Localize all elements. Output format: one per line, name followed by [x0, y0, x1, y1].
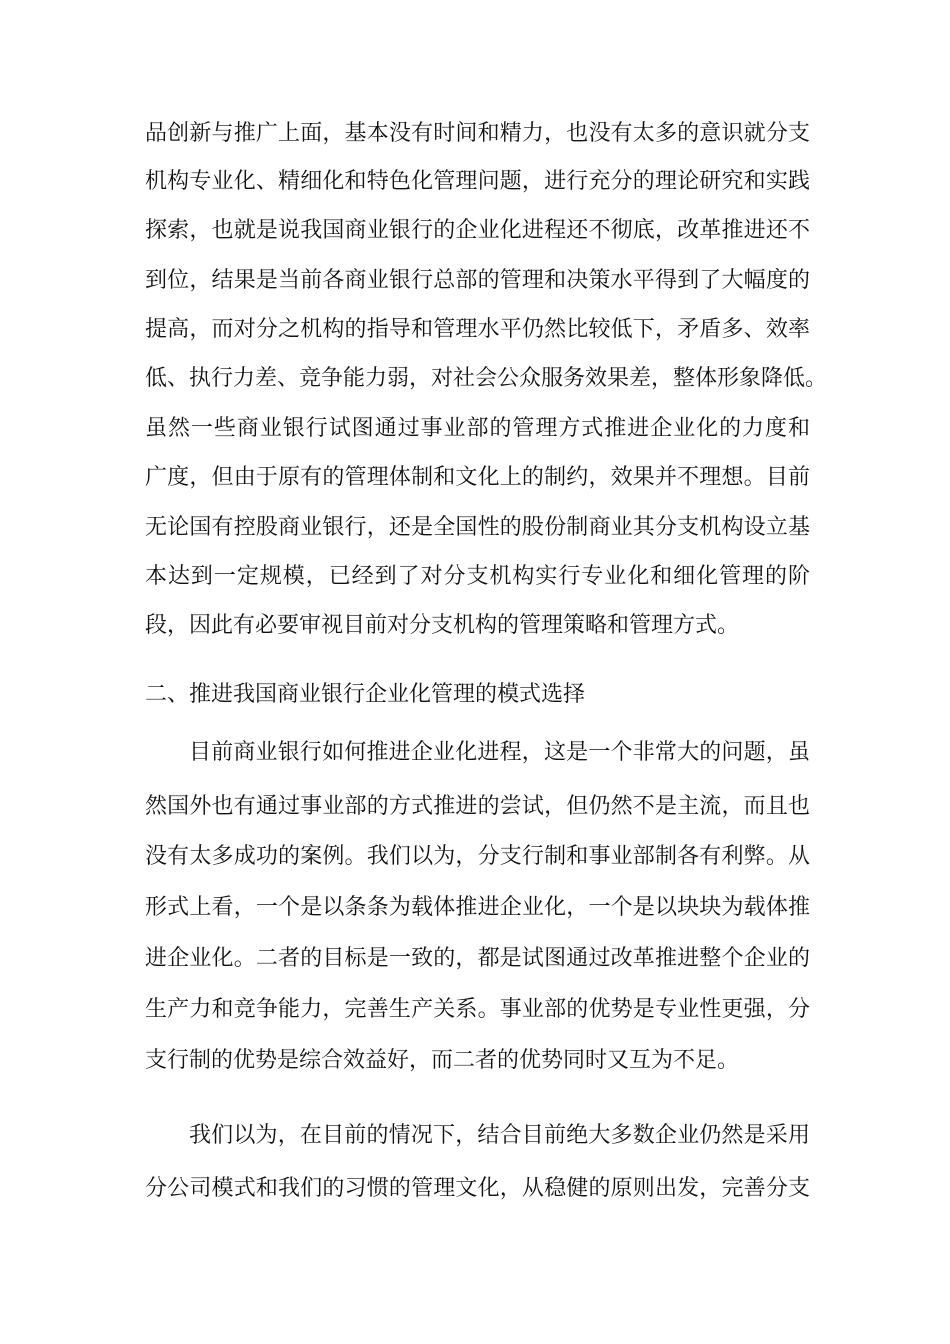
paragraph-2-line-6: 生产力和竞争能力，完善生产关系。事业部的优势是专业性更强，分 — [145, 997, 810, 1022]
paragraph-1-line-5: 提高，而对分之机构的指导和管理水平仍然比较低下，矛盾多、效率 — [145, 317, 810, 342]
paragraph-3-line-1: 我们以为，在目前的情况下，结合目前绝大多数企业仍然是采用 — [189, 1123, 810, 1148]
paragraph-2-line-3: 没有太多成功的案例。我们以为，分支行制和事业部制各有利弊。从 — [145, 844, 810, 869]
paragraph-3-line-2: 分公司模式和我们的习惯的管理文化，从稳健的原则出发，完善分支 — [145, 1176, 810, 1201]
paragraph-1-line-1: 品创新与推广上面，基本没有时间和精力，也没有太多的意识就分支 — [145, 121, 810, 146]
paragraph-1-line-9: 无论国有控股商业银行，还是全国性的股份制商业其分支机构设立基 — [145, 515, 810, 540]
paragraph-2-line-4: 形式上看，一个是以条条为载体推进企业化，一个是以块块为载体推 — [145, 895, 810, 920]
paragraph-1-line-2: 机构专业化、精细化和特色化管理问题，进行充分的理论研究和实践 — [145, 169, 810, 194]
paragraph-1-line-10: 本达到一定规模，已经到了对分支机构实行专业化和细化管理的阶 — [145, 564, 810, 589]
paragraph-2-line-5: 进企业化。二者的目标是一致的，都是试图通过改革推进整个企业的 — [145, 946, 810, 971]
paragraph-2-line-2: 然国外也有通过事业部的方式推进的尝试，但仍然不是主流，而且也 — [145, 794, 810, 819]
section-heading: 二、推进我国商业银行企业化管理的模式选择 — [145, 682, 586, 707]
paragraph-1-line-7: 虽然一些商业银行试图通过事业部的管理方式推进企业化的力度和 — [145, 416, 810, 441]
paragraph-1-line-8: 广度，但由于原有的管理体制和文化上的制约，效果并不理想。目前 — [145, 465, 810, 490]
paragraph-1-line-11: 段，因此有必要审视目前对分支机构的管理策略和管理方式。 — [145, 613, 740, 638]
paragraph-1-line-3: 探索，也就是说我国商业银行的企业化进程还不彻底，改革推进还不 — [145, 218, 810, 243]
paragraph-2-line-7: 支行制的优势是综合效益好，而二者的优势同时又互为不足。 — [145, 1048, 740, 1073]
paragraph-1-line-4: 到位，结果是当前各商业银行总部的管理和决策水平得到了大幅度的 — [145, 268, 810, 293]
paragraph-1-line-6: 低、执行力差、竞争能力弱，对社会公众服务效果差，整体形象降低。 — [145, 366, 828, 391]
paragraph-2-line-1: 目前商业银行如何推进企业化进程，这是一个非常大的问题，虽 — [189, 740, 810, 765]
